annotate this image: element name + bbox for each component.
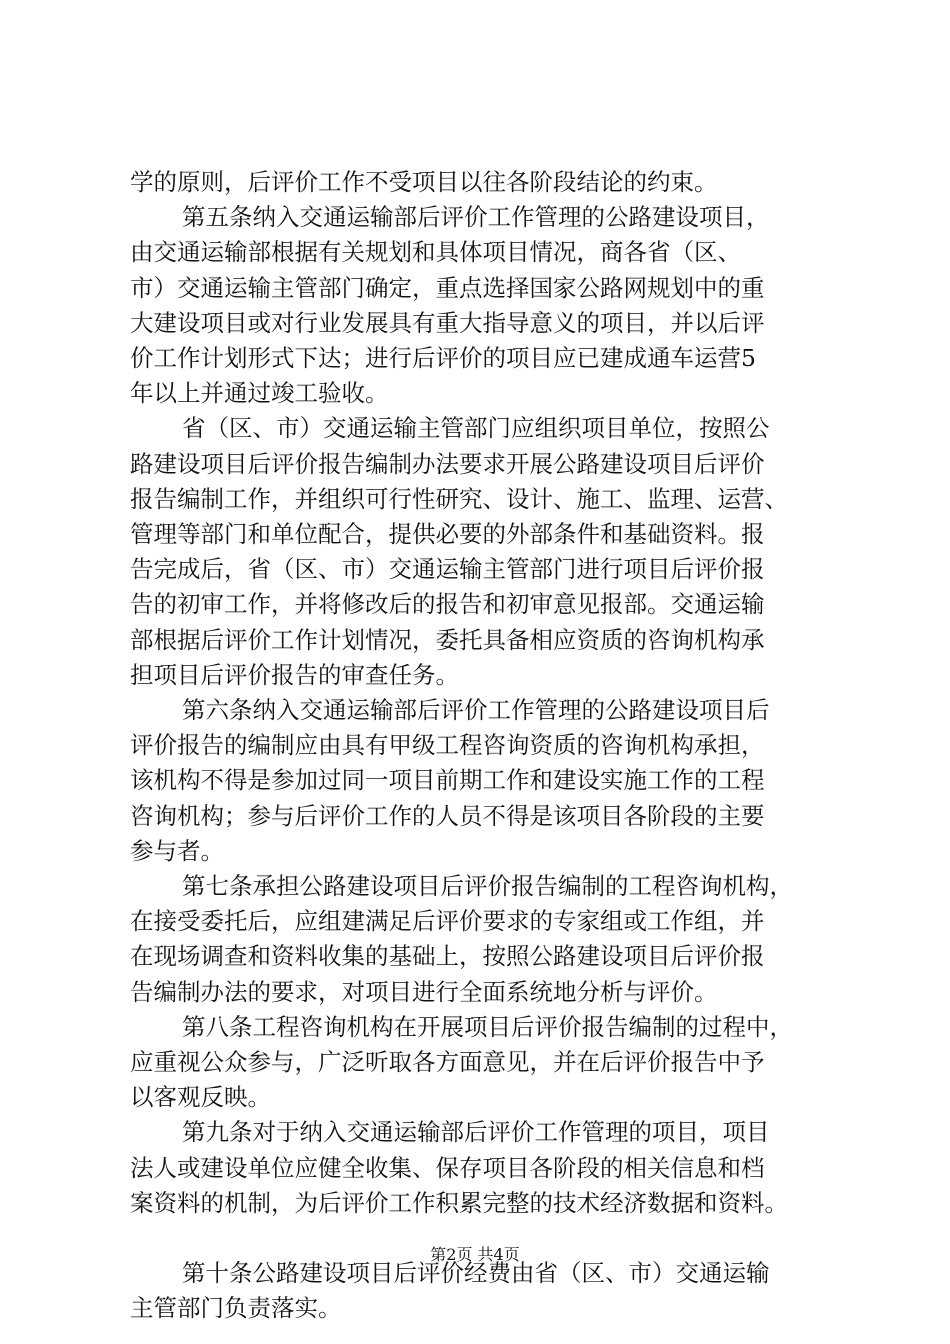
text-line: 告完成后，省（区、市）交通运输主管部门进行项目后评价报 <box>130 555 765 584</box>
text-line: 省（区、市）交通运输主管部门应组织项目单位，按照公 <box>182 414 770 443</box>
text-line: 主管部门负责落实。 <box>130 1294 342 1323</box>
text-line: 第八条工程咨询机构在开展项目后评价报告编制的过程中， <box>182 1012 793 1041</box>
text-line: 第十条公路建设项目后评价经费由省（区、市）交通运输 <box>182 1259 770 1288</box>
text-line: 路建设项目后评价报告编制办法要求开展公路建设项目后评价 <box>130 449 765 478</box>
text-line: 市）交通运输主管部门确定，重点选择国家公路网规划中的重 <box>130 273 765 302</box>
text-line: 该机构不得是参加过同一项目前期工作和建设实施工作的工程 <box>130 766 765 795</box>
text-line: 在接受委托后，应组建满足后评价要求的专家组或工作组，并 <box>130 907 765 936</box>
text-line: 担项目后评价报告的审查任务。 <box>130 660 459 689</box>
text-line: 告编制办法的要求，对项目进行全面系统地分析与评价。 <box>130 977 718 1006</box>
text-line: 案资料的机制，为后评价工作积累完整的技术经济数据和资料。 <box>130 1188 788 1217</box>
page-footer: 第2页 共4页 <box>430 1245 520 1264</box>
text-line: 学的原则，后评价工作不受项目以往各阶段结论的约束。 <box>130 168 718 196</box>
text-line: 在现场调查和资料收集的基础上，按照公路建设项目后评价报 <box>130 942 765 971</box>
text-line: 应重视公众参与，广泛听取各方面意见，并在后评价报告中予 <box>130 1048 765 1077</box>
text-line: 咨询机构；参与后评价工作的人员不得是该项目各阶段的主要 <box>130 801 765 830</box>
text-line: 以客观反映。 <box>130 1083 271 1112</box>
text-line: 由交通运输部根据有关规划和具体项目情况，商各省（区、 <box>130 238 741 267</box>
text-line: 报告编制工作，并组织可行性研究、设计、施工、监理、运营、 <box>130 484 788 513</box>
document-body <box>130 165 830 1327</box>
text-line: 第七条承担公路建设项目后评价报告编制的工程咨询机构， <box>182 872 793 901</box>
text-line: 部根据后评价工作计划情况，委托具备相应资质的咨询机构承 <box>130 625 765 654</box>
text-line: 管理等部门和单位配合，提供必要的外部条件和基础资料。报 <box>130 520 765 549</box>
text-line: 参与者。 <box>130 836 224 865</box>
text-line: 大建设项目或对行业发展具有重大指导意义的项目，并以后评 <box>130 308 765 337</box>
text-line: 年以上并通过竣工验收。 <box>130 379 389 408</box>
text-line: 告的初审工作，并将修改后的报告和初审意见报部。交通运输 <box>130 590 765 619</box>
text-line: 第五条纳入交通运输部后评价工作管理的公路建设项目， <box>182 203 770 232</box>
text-line: 法人或建设单位应健全收集、保存项目各阶段的相关信息和档 <box>130 1153 765 1182</box>
text-line: 价工作计划形式下达；进行后评价的项目应已建成通车运营5 <box>130 344 756 373</box>
text-line: 第六条纳入交通运输部后评价工作管理的公路建设项目后 <box>182 696 770 725</box>
text-line: 第九条对于纳入交通运输部后评价工作管理的项目，项目 <box>182 1118 770 1147</box>
text-line: 评价报告的编制应由具有甲级工程咨询资质的咨询机构承担， <box>130 731 765 760</box>
